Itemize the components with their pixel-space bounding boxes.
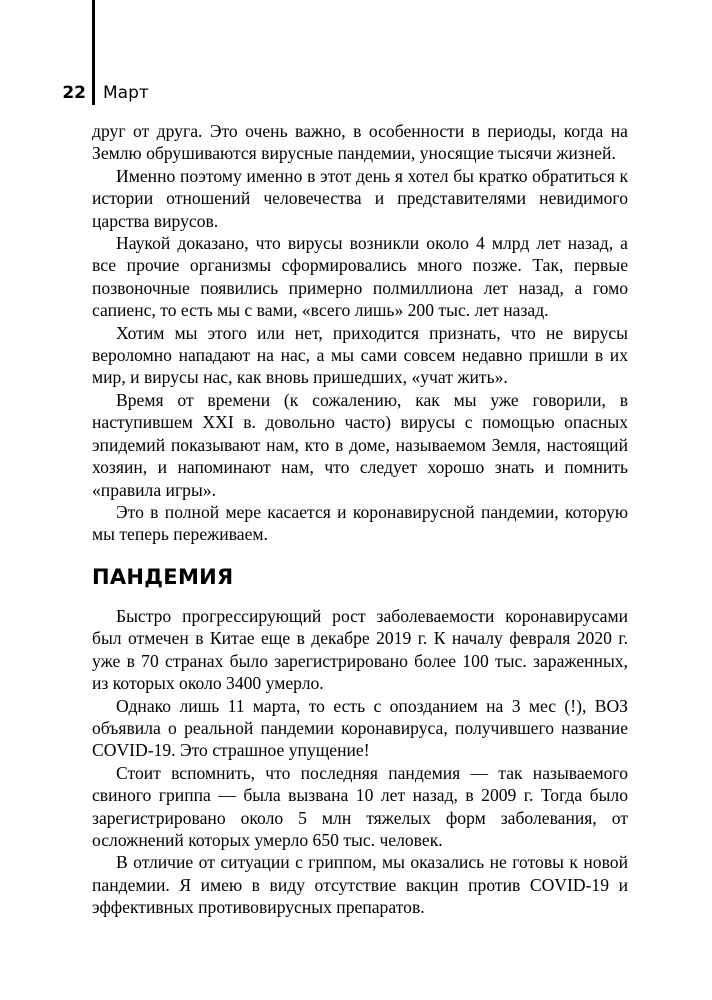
margin-rule [92,0,95,105]
paragraph: Именно поэтому именно в этот день я хотел бы кратко обратиться к истории отношений человечества и представителями невидимого царства вирусов. [92,165,628,231]
paragraph: Время от времени (к сожалению, как мы уже говорили, в наступившем XXI в. довольно часто) вирусы с помощью опасных эпидемий показывают нам, кто в доме, называемом Земля, настоящий хозяин, и напоминают нам, что следует хорошо знать и помнить «правила игры». [92,389,628,500]
page-number: 22 [62,83,86,103]
paragraph: Хотим мы этого или нет, приходится признать, что не вирусы вероломно нападают на нас, а мы сами совсем недавно пришли в их мир, и вирусы нас, как вновь пришедших, «учат жить». [92,322,628,388]
running-head: Март [103,83,149,103]
section-heading: ПАНДЕМИЯ [92,565,234,589]
paragraph: Однако лишь 11 марта, то есть с опозданием на 3 мес (!), ВОЗ объявила о реальной пандемии коронавируса, получившего название COVID-19. Это страшное упущение! [92,695,628,761]
paragraph: Наукой доказано, что вирусы возникли около 4 млрд лет назад, а все прочие организмы сформировались много позже. Так, первые позвоночные появились примерно полмиллиона лет назад, а гомо сапиенс, то есть мы с вами, «всего лишь» 200 тыс. лет назад. [92,233,628,321]
paragraph: Стоит вспомнить, что последняя пандемия — так называемого свиного гриппа — была вызвана 10 лет назад, в 2009 г. Тогда было зарегистрировано около 5 млн тяжелых форм заболевания, от осложнений которых умерло 650 тыс. человек. [92,762,628,851]
paragraph: друг от друга. Это очень важно, в особенности в периоды, когда на Землю обрушиваются вирусные пандемии, уносящие тысячи жизней. [92,121,628,164]
body-text-pandemic [92,605,628,919]
paragraph: В отличие от ситуации с гриппом, мы оказались не готовы к новой пандемии. Я имею в виду отсутствие вакцин против COVID-19 и эффективных противовирусных препаратов. [92,852,628,918]
body-text-top [92,120,628,546]
paragraph: Быстро прогрессирующий рост заболеваемости коронавирусами был отмечен в Китае еще в декабре 2019 г. К началу февраля 2020 г. уже в 70 странах было зарегистрировано более 100 тыс. зараженных, из которых около 3400 умерло. [92,606,628,694]
paragraph: Это в полной мере касается и коронавирусной пандемии, которую мы теперь переживаем. [92,501,628,545]
